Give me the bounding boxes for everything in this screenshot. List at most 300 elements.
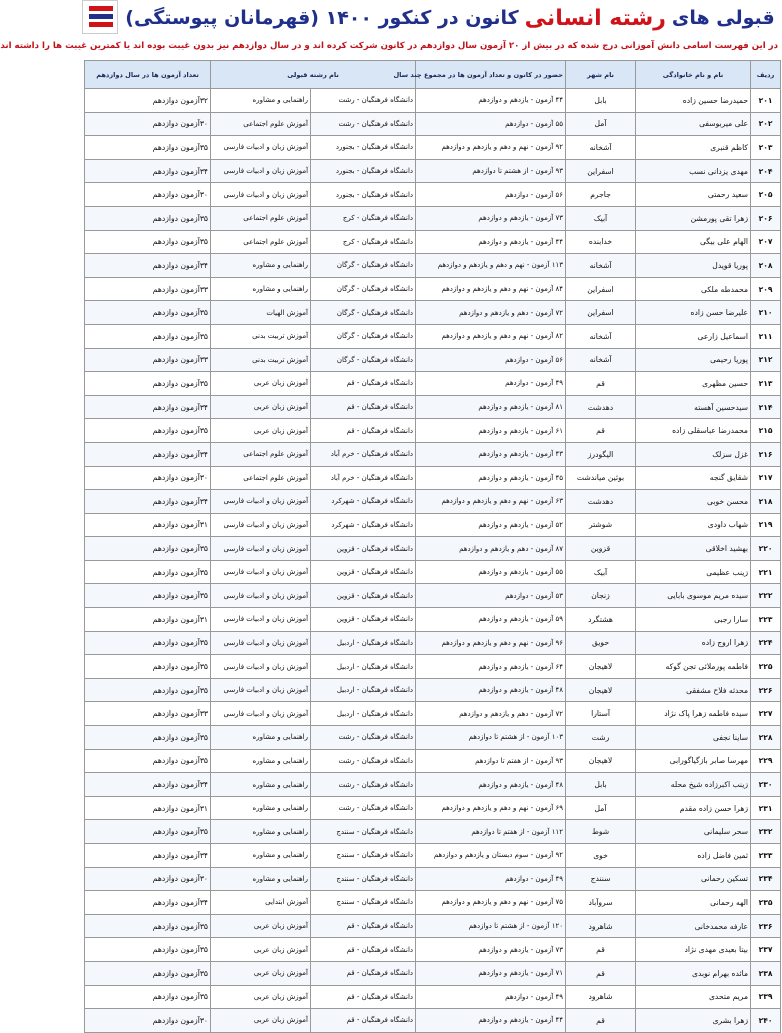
table-row (85, 537, 781, 561)
cell-major: آموزش زبان عربی (211, 419, 311, 443)
cell-row-number: ۲۲۵ (751, 655, 781, 679)
cell-full-name: زهرا حسن زاده مقدم (636, 796, 751, 820)
cell-full-name: زهرا اروج زاده (636, 631, 751, 655)
cell-city: شوشتر (566, 513, 636, 537)
cell-attendance: ۷۲ آزمون - دهم و یازدهم و دوازدهم (416, 301, 566, 325)
cell-city: شاهرود (566, 985, 636, 1009)
cell-attendance: ۶۹ آزمون - نهم و دهم و یازدهم و دوازدهم (416, 796, 566, 820)
cell-university: دانشگاه فرهنگیان - اردبیل (311, 678, 416, 702)
cell-exam-count: ۳۵آزمون دوازدهم (85, 136, 211, 160)
cell-row-number: ۲۲۶ (751, 678, 781, 702)
cell-city: جاجرم (566, 183, 636, 207)
cell-university: دانشگاه فرهنگیان - گرگان (311, 301, 416, 325)
cell-major: راهنمایی و مشاوره (211, 89, 311, 113)
cell-full-name: فاطمه پورملائی تجن گوکه (636, 655, 751, 679)
cell-exam-count: ۳۵آزمون دوازدهم (85, 584, 211, 608)
table-row (85, 938, 781, 962)
table-row (85, 796, 781, 820)
cell-attendance: ۴۴ آزمون - یازدهم و دوازدهم (416, 1009, 566, 1033)
table-row (85, 206, 781, 230)
cell-exam-count: ۳۰آزمون دوازدهم (85, 183, 211, 207)
cell-university: دانشگاه فرهنگیان - رشت (311, 89, 416, 113)
cell-exam-count: ۳۵آزمون دوازدهم (85, 537, 211, 561)
table-row (85, 395, 781, 419)
cell-city: خوی (566, 844, 636, 868)
cell-exam-count: ۳۰آزمون دوازدهم (85, 112, 211, 136)
cell-major: آموزش زبان و ادبیات فارسی (211, 159, 311, 183)
cell-attendance: ۴۸ آزمون - یازدهم و دوازدهم (416, 678, 566, 702)
cell-full-name: علی میربوسفی (636, 112, 751, 136)
table-row (85, 183, 781, 207)
title-red: رشته انسانی (524, 5, 666, 31)
cell-major: آموزش علوم اجتماعی (211, 206, 311, 230)
cell-full-name: زینب اکبرزاده شیخ محله (636, 773, 751, 797)
table-row (85, 513, 781, 537)
cell-exam-count: ۳۵آزمون دوازدهم (85, 372, 211, 396)
table-row (85, 372, 781, 396)
cell-exam-count: ۳۵آزمون دوازدهم (85, 206, 211, 230)
cell-university: دانشگاه فرهنگیان - خرم آباد (311, 466, 416, 490)
cell-major: آموزش زبان و ادبیات فارسی (211, 655, 311, 679)
cell-full-name: زهرا بشری (636, 1009, 751, 1033)
cell-row-number: ۲۲۸ (751, 726, 781, 750)
cell-attendance: ۸۷ آزمون - دهم و یازدهم و دوازدهم (416, 537, 566, 561)
cell-university: دانشگاه فرهنگیان - قم (311, 395, 416, 419)
cell-university: دانشگاه فرهنگیان - رشت (311, 796, 416, 820)
cell-city: هشتگرد (566, 608, 636, 632)
cell-major: راهنمایی و مشاوره (211, 796, 311, 820)
cell-exam-count: ۳۴آزمون دوازدهم (85, 159, 211, 183)
table-row (85, 348, 781, 372)
cell-full-name: کاظم قنبری (636, 136, 751, 160)
table-row (85, 749, 781, 773)
cell-full-name: محمدرضا عباسقلی زاده (636, 419, 751, 443)
cell-university: دانشگاه فرهنگیان - قم (311, 961, 416, 985)
cell-exam-count: ۳۵آزمون دوازدهم (85, 655, 211, 679)
table-row (85, 89, 781, 113)
cell-major: آموزش زبان عربی (211, 395, 311, 419)
cell-city: سنندج (566, 867, 636, 891)
cell-row-number: ۲۰۳ (751, 136, 781, 160)
cell-attendance: ۱۱۳ آزمون - نهم و دهم و یازدهم و دوازدهم (416, 254, 566, 278)
table-row (85, 914, 781, 938)
cell-exam-count: ۳۳آزمون دوازدهم (85, 348, 211, 372)
cell-exam-count: ۳۲آزمون دوازدهم (85, 89, 211, 113)
cell-major: آموزش علوم اجتماعی (211, 442, 311, 466)
header-exam-count: تعداد آزمون ها در سال دوازدهم (85, 61, 211, 89)
cell-exam-count: ۳۵آزمون دوازدهم (85, 914, 211, 938)
cell-row-number: ۲۱۴ (751, 395, 781, 419)
cell-row-number: ۲۳۲ (751, 820, 781, 844)
cell-major: آموزش زبان و ادبیات فارسی (211, 136, 311, 160)
cell-university: دانشگاه فرهنگیان - بجنورد (311, 159, 416, 183)
cell-major: راهنمایی و مشاوره (211, 820, 311, 844)
header-full-name: نام و نام خانوادگی (636, 61, 751, 89)
cell-city: آبیک (566, 206, 636, 230)
cell-attendance: ۵۶ آزمون - دوازدهم (416, 183, 566, 207)
cell-attendance: ۴۳ آزمون - یازدهم و دوازدهم (416, 442, 566, 466)
cell-row-number: ۲۰۱ (751, 89, 781, 113)
cell-university: دانشگاه فرهنگیان - اردبیل (311, 655, 416, 679)
cell-exam-count: ۳۰آزمون دوازدهم (85, 466, 211, 490)
cell-major: آموزش زبان و ادبیات فارسی (211, 513, 311, 537)
table-row (85, 442, 781, 466)
cell-attendance: ۶۳ آزمون - نهم و دهم و یازدهم و دوازدهم (416, 490, 566, 514)
cell-row-number: ۲۲۳ (751, 608, 781, 632)
cell-row-number: ۲۱۸ (751, 490, 781, 514)
table-row (85, 584, 781, 608)
table-row (85, 1009, 781, 1033)
cell-major: آموزش زبان و ادبیات فارسی (211, 608, 311, 632)
cell-exam-count: ۳۴آزمون دوازدهم (85, 773, 211, 797)
header-city: نام شهر (566, 61, 636, 89)
cell-row-number: ۲۲۹ (751, 749, 781, 773)
cell-city: لاهیجان (566, 678, 636, 702)
cell-university: دانشگاه فرهنگیان - قزوین (311, 584, 416, 608)
cell-exam-count: ۳۵آزمون دوازدهم (85, 961, 211, 985)
cell-row-number: ۲۱۳ (751, 372, 781, 396)
cell-full-name: حسین مظهری (636, 372, 751, 396)
cell-university: دانشگاه فرهنگیان - رشت (311, 773, 416, 797)
cell-attendance: ۷۳ آزمون - یازدهم و دوازدهم (416, 938, 566, 962)
cell-major: آموزش زبان و ادبیات فارسی (211, 631, 311, 655)
table-row (85, 678, 781, 702)
cell-university: دانشگاه فرهنگیان - قم (311, 985, 416, 1009)
cell-city: دهدشت (566, 395, 636, 419)
cell-major: آموزش زبان عربی (211, 985, 311, 1009)
cell-exam-count: ۳۰آزمون دوازدهم (85, 1009, 211, 1033)
cell-attendance: ۹۳ آزمون - از هفتم تا دوازدهم (416, 749, 566, 773)
cell-row-number: ۲۱۹ (751, 513, 781, 537)
cell-exam-count: ۳۱آزمون دوازدهم (85, 608, 211, 632)
cell-attendance: ۵۵ آزمون - دوازدهم (416, 112, 566, 136)
cell-attendance: ۴۴ آزمون - یازدهم و دوازدهم (416, 89, 566, 113)
cell-full-name: سیده مریم موسوی بابایی (636, 584, 751, 608)
cell-university: دانشگاه فرهنگیان - قم (311, 419, 416, 443)
cell-attendance: ۱۰۳ آزمون - از هشتم تا دوازدهم (416, 726, 566, 750)
cell-major: آموزش زبان عربی (211, 1009, 311, 1033)
cell-exam-count: ۳۳آزمون دوازدهم (85, 702, 211, 726)
cell-row-number: ۲۲۰ (751, 537, 781, 561)
table-row (85, 867, 781, 891)
cell-university: دانشگاه فرهنگیان - قم (311, 914, 416, 938)
table-row (85, 702, 781, 726)
table-row (85, 466, 781, 490)
cell-attendance: ۴۸ آزمون - یازدهم و دوازدهم (416, 773, 566, 797)
cell-full-name: بهشید اخلاقی (636, 537, 751, 561)
cell-university: دانشگاه فرهنگیان - گرگان (311, 254, 416, 278)
cell-city: زنجان (566, 584, 636, 608)
cell-city: الیگودرز (566, 442, 636, 466)
cell-major: راهنمایی و مشاوره (211, 277, 311, 301)
cell-row-number: ۲۲۲ (751, 584, 781, 608)
cell-row-number: ۲۰۴ (751, 159, 781, 183)
cell-exam-count: ۳۰آزمون دوازدهم (85, 867, 211, 891)
cell-attendance: ۴۹ آزمون - دوازدهم (416, 867, 566, 891)
cell-row-number: ۲۰۶ (751, 206, 781, 230)
cell-full-name: محسن خوبی (636, 490, 751, 514)
cell-university: دانشگاه فرهنگیان - قزوین (311, 608, 416, 632)
header-major: نام رشته قبولی (211, 61, 416, 89)
cell-full-name: زینب عظیمی (636, 560, 751, 584)
cell-major: راهنمایی و مشاوره (211, 773, 311, 797)
cell-university: دانشگاه فرهنگیان - سنندج (311, 820, 416, 844)
cell-attendance: ۹۲ آزمون - نهم و دهم و یازدهم و دوازدهم (416, 136, 566, 160)
cell-major: آموزش الهیات (211, 301, 311, 325)
cell-exam-count: ۳۵آزمون دوازدهم (85, 749, 211, 773)
cell-exam-count: ۳۵آزمون دوازدهم (85, 419, 211, 443)
cell-full-name: محمدطه ملکی (636, 277, 751, 301)
cell-row-number: ۲۳۶ (751, 914, 781, 938)
cell-city: بابل (566, 89, 636, 113)
cell-major: راهنمایی و مشاوره (211, 844, 311, 868)
table-row (85, 891, 781, 915)
cell-attendance: ۸۴ آزمون - نهم و دهم و یازدهم و دوازدهم (416, 277, 566, 301)
cell-row-number: ۲۱۶ (751, 442, 781, 466)
table-row (85, 560, 781, 584)
cell-city: آشخانه (566, 254, 636, 278)
cell-attendance: ۷۱ آزمون - یازدهم و دوازدهم (416, 961, 566, 985)
cell-full-name: محدثه فلاح مشفقی (636, 678, 751, 702)
cell-exam-count: ۳۵آزمون دوازدهم (85, 560, 211, 584)
cell-exam-count: ۳۵آزمون دوازدهم (85, 324, 211, 348)
cell-university: دانشگاه فرهنگیان - کرج (311, 230, 416, 254)
cell-city: قم (566, 1009, 636, 1033)
cell-city: قم (566, 961, 636, 985)
table-row (85, 608, 781, 632)
cell-full-name: سارا رجبی (636, 608, 751, 632)
cell-exam-count: ۳۵آزمون دوازدهم (85, 230, 211, 254)
cell-row-number: ۲۲۴ (751, 631, 781, 655)
cell-university: دانشگاه فرهنگیان - رشت (311, 112, 416, 136)
cell-full-name: سعید رحمتی (636, 183, 751, 207)
cell-full-name: علیرضا حسن زاده (636, 301, 751, 325)
cell-attendance: ۹۳ آزمون - از هشتم تا دوازدهم (416, 159, 566, 183)
cell-city: خدابنده (566, 230, 636, 254)
cell-university: دانشگاه فرهنگیان - قزوین (311, 560, 416, 584)
cell-attendance: ۷۲ آزمون - دهم و یازدهم و دوازدهم (416, 702, 566, 726)
cell-city: اسفراین (566, 301, 636, 325)
cell-attendance: ۱۲۰ آزمون - از هشتم تا دوازدهم (416, 914, 566, 938)
cell-major: آموزش علوم اجتماعی (211, 230, 311, 254)
cell-city: آبیک (566, 560, 636, 584)
cell-city: آستارا (566, 702, 636, 726)
cell-full-name: زهرا تقی پورمشن (636, 206, 751, 230)
cell-university: دانشگاه فرهنگیان - گرگان (311, 324, 416, 348)
cell-city: آمل (566, 796, 636, 820)
cell-city: اسفراین (566, 277, 636, 301)
cell-university: دانشگاه فرهنگیان - سنندج (311, 844, 416, 868)
cell-university: دانشگاه فرهنگیان - رشت (311, 749, 416, 773)
cell-university: دانشگاه فرهنگیان - گرگان (311, 348, 416, 372)
cell-attendance: ۴۹ آزمون - دوازدهم (416, 372, 566, 396)
cell-major: آموزش زبان و ادبیات فارسی (211, 560, 311, 584)
cell-city: آشخانه (566, 136, 636, 160)
cell-attendance: ۵۵ آزمون - یازدهم و دوازدهم (416, 560, 566, 584)
cell-major: راهنمایی و مشاوره (211, 867, 311, 891)
cell-city: اسفراین (566, 159, 636, 183)
cell-row-number: ۲۳۸ (751, 961, 781, 985)
table-row (85, 112, 781, 136)
table-row (85, 631, 781, 655)
table-header-row (85, 61, 781, 89)
cell-full-name: شهاب داودی (636, 513, 751, 537)
cell-major: آموزش علوم اجتماعی (211, 112, 311, 136)
cell-city: حویق (566, 631, 636, 655)
cell-exam-count: ۳۵آزمون دوازدهم (85, 820, 211, 844)
cell-exam-count: ۳۵آزمون دوازدهم (85, 938, 211, 962)
cell-university: دانشگاه فرهنگیان - قزوین (311, 537, 416, 561)
cell-exam-count: ۳۴آزمون دوازدهم (85, 891, 211, 915)
cell-exam-count: ۳۵آزمون دوازدهم (85, 726, 211, 750)
cell-exam-count: ۳۵آزمون دوازدهم (85, 678, 211, 702)
cell-full-name: الهام علی بیگی (636, 230, 751, 254)
cell-attendance: ۵۶ آزمون - دوازدهم (416, 348, 566, 372)
cell-city: آشخانه (566, 348, 636, 372)
cell-row-number: ۲۱۷ (751, 466, 781, 490)
cell-full-name: پوریا قویدل (636, 254, 751, 278)
cell-attendance: ۶۴ آزمون - یازدهم و دوازدهم (416, 655, 566, 679)
cell-university: دانشگاه فرهنگیان - قم (311, 938, 416, 962)
cell-city: رشت (566, 726, 636, 750)
cell-attendance: ۵۲ آزمون - یازدهم و دوازدهم (416, 513, 566, 537)
cell-row-number: ۲۰۲ (751, 112, 781, 136)
cell-attendance: ۹۶ آزمون - نهم و دهم و یازدهم و دوازدهم (416, 631, 566, 655)
cell-row-number: ۲۲۱ (751, 560, 781, 584)
cell-row-number: ۲۴۰ (751, 1009, 781, 1033)
cell-city: شوط (566, 820, 636, 844)
cell-row-number: ۲۰۵ (751, 183, 781, 207)
cell-university: دانشگاه فرهنگیان - سنندج (311, 891, 416, 915)
cell-row-number: ۲۳۷ (751, 938, 781, 962)
cell-row-number: ۲۱۵ (751, 419, 781, 443)
table-row (85, 773, 781, 797)
table-row (85, 419, 781, 443)
cell-exam-count: ۳۴آزمون دوازدهم (85, 844, 211, 868)
table-row (85, 277, 781, 301)
cell-exam-count: ۳۴آزمون دوازدهم (85, 395, 211, 419)
cell-row-number: ۲۲۷ (751, 702, 781, 726)
page-title (122, 2, 778, 34)
cell-university: دانشگاه فرهنگیان - اردبیل (311, 631, 416, 655)
cell-row-number: ۲۳۴ (751, 867, 781, 891)
cell-city: بوئین میاندشت (566, 466, 636, 490)
cell-major: آموزش زبان عربی (211, 372, 311, 396)
cell-exam-count: ۳۱آزمون دوازدهم (85, 796, 211, 820)
page-subtitle: در این فهرست اسامی دانش آموزانی درج شده که در بیش از ۲۰ آزمون سال دوازدهم در کانون شرکت کرده اند و در سال دوازدهم نیز بدون غیبت بوده اند یا کمترین غیبت ها را داشته اند (0, 41, 778, 51)
cell-row-number: ۲۳۱ (751, 796, 781, 820)
cell-attendance: ۴۵ آزمون - یازدهم و دوازدهم (416, 466, 566, 490)
cell-city: دهدشت (566, 490, 636, 514)
cell-row-number: ۲۱۲ (751, 348, 781, 372)
cell-university: دانشگاه فرهنگیان - خرم آباد (311, 442, 416, 466)
cell-full-name: مائده بهرام نوبدی (636, 961, 751, 985)
cell-row-number: ۲۱۱ (751, 324, 781, 348)
cell-full-name: مریم متحدی (636, 985, 751, 1009)
cell-row-number: ۲۰۹ (751, 277, 781, 301)
cell-major: راهنمایی و مشاوره (211, 749, 311, 773)
cell-attendance: ۹۲ آزمون - سوم دبستان و یازدهم و دوازدهم (416, 844, 566, 868)
cell-major: آموزش تربیت بدنی (211, 348, 311, 372)
header-attendance: حضور در کانون و تعداد آزمون ها در مجموع چند سال (416, 61, 566, 89)
table-row (85, 159, 781, 183)
cell-attendance: ۸۲ آزمون - نهم و دهم و یازدهم و دوازدهم (416, 324, 566, 348)
cell-university: دانشگاه فرهنگیان - گرگان (311, 277, 416, 301)
cell-exam-count: ۳۵آزمون دوازدهم (85, 301, 211, 325)
cell-university: دانشگاه فرهنگیان - قم (311, 372, 416, 396)
cell-full-name: سیده فاطمه زهرا پاک نژاد (636, 702, 751, 726)
cell-university: دانشگاه فرهنگیان - بجنورد (311, 136, 416, 160)
cell-full-name: ساینا نجفی (636, 726, 751, 750)
cell-full-name: تسکین رحمانی (636, 867, 751, 891)
cell-city: سروآباد (566, 891, 636, 915)
cell-attendance: ۴۴ آزمون - یازدهم و دوازدهم (416, 230, 566, 254)
cell-major: آموزش زبان و ادبیات فارسی (211, 183, 311, 207)
cell-city: قم (566, 938, 636, 962)
cell-row-number: ۲۰۸ (751, 254, 781, 278)
cell-major: آموزش زبان و ادبیات فارسی (211, 702, 311, 726)
cell-row-number: ۲۳۳ (751, 844, 781, 868)
cell-city: آمل (566, 112, 636, 136)
cell-city: بابل (566, 773, 636, 797)
cell-exam-count: ۳۵آزمون دوازدهم (85, 985, 211, 1009)
results-table (84, 60, 781, 1033)
cell-full-name: بیتا بعیدی مهدی نژاد (636, 938, 751, 962)
cell-full-name: ثمین فاضل زاده (636, 844, 751, 868)
cell-city: قم (566, 372, 636, 396)
cell-major: راهنمایی و مشاوره (211, 254, 311, 278)
cell-university: دانشگاه فرهنگیان - شهرکرد (311, 513, 416, 537)
table-row (85, 301, 781, 325)
table-row (85, 324, 781, 348)
cell-exam-count: ۳۵آزمون دوازدهم (85, 631, 211, 655)
cell-university: دانشگاه فرهنگیان - سنندج (311, 867, 416, 891)
cell-major: آموزش زبان عربی (211, 914, 311, 938)
cell-major: آموزش زبان و ادبیات فارسی (211, 678, 311, 702)
cell-full-name: غزل سزلک (636, 442, 751, 466)
cell-full-name: مهدی یزدانی نسب (636, 159, 751, 183)
table-row (85, 655, 781, 679)
cell-row-number: ۲۳۰ (751, 773, 781, 797)
table-row (85, 136, 781, 160)
cell-major: آموزش زبان و ادبیات فارسی (211, 537, 311, 561)
cell-full-name: سحر سلیمانی (636, 820, 751, 844)
header-row-number: ردیف (751, 61, 781, 89)
cell-city: قزوین (566, 537, 636, 561)
cell-row-number: ۲۱۰ (751, 301, 781, 325)
cell-major: آموزش علوم اجتماعی (211, 466, 311, 490)
cell-full-name: شقایق گنجه (636, 466, 751, 490)
cell-exam-count: ۳۴آزمون دوازدهم (85, 254, 211, 278)
cell-exam-count: ۳۳آزمون دوازدهم (85, 277, 211, 301)
cell-city: شاهرود (566, 914, 636, 938)
title-part1: قبولی های (671, 7, 775, 29)
cell-major: راهنمایی و مشاوره (211, 726, 311, 750)
cell-attendance: ۱۱۲ آزمون - از هفتم تا دوازدهم (416, 820, 566, 844)
cell-full-name: اسماعیل زارعی (636, 324, 751, 348)
cell-attendance: ۶۱ آزمون - یازدهم و دوازدهم (416, 419, 566, 443)
cell-major: آموزش زبان و ادبیات فارسی (211, 584, 311, 608)
cell-university: دانشگاه فرهنگیان - قم (311, 1009, 416, 1033)
cell-university: دانشگاه فرهنگیان - رشت (311, 726, 416, 750)
table-row (85, 230, 781, 254)
cell-exam-count: ۳۴آزمون دوازدهم (85, 442, 211, 466)
cell-row-number: ۲۳۵ (751, 891, 781, 915)
table-row (85, 985, 781, 1009)
table-body (85, 89, 781, 1033)
cell-city: لاهیجان (566, 749, 636, 773)
cell-full-name: مهرسا صابر بازگیاگورابی (636, 749, 751, 773)
